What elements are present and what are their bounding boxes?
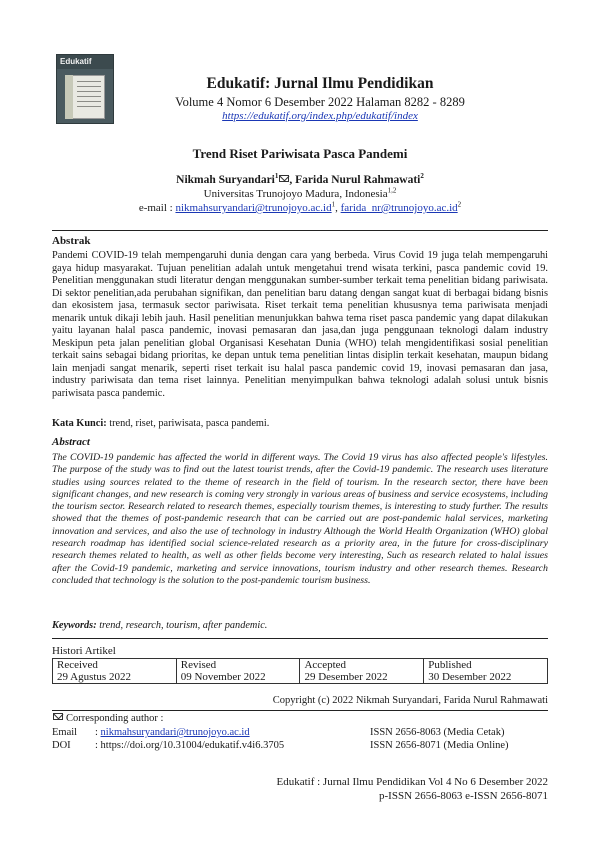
cover-label: Edukatif: [57, 55, 113, 69]
corresponding-author: [52, 713, 163, 724]
abstrak-text: Pandemi COVID-19 telah mempengaruhi dunia dengan cara yang berbeda. Virus Covid 19 juga telah mempengaruhi gaya hidup masyarakat. Tujuan penelitian adalah untuk mengetahui trend wisata terkini, pasca pandemic covid 19. Penelitian menggunakan studi literatur dengan menggunakan sumber-sumber terkait tema penelitian bidang pariwisata. Di sektor penelitian,ada perubahan signifikan, dan penelitian baru datang dengan sangat kuat di berbagai bidang bisnis dan ekosistem jasa, termasuk sector pariwisata. Riset terkait tema penelitian khususnya tema pariwisata menjadi menarik untuk dikaji lebih jauh. Hasil penelitian menunjukkan bahwa tema riset pasca pandemic yang dapat dilakukan yaitu layanan halal pasca pandemic, inovasi pemasaran dan jasa,dan juga penggunaan teknologi dalam industry Meskipun peta jalan penelitian global Organisasi Kesehatan Dunia (WHO) telah mengidentifikasi sosial penelitian terkait sains sebagai bidang prioritas, ke depan untuk tema penelitian lintas disiplin terkait kesehatan, maupun bidang lain menjadi sangat menarik, seperti riset terkait isu halal pasca pandemic covid 19, inovasi pemasaran dan jasa, industry pariwisata dan tema riset lainnya. Penelitian menyimpulkan bahwa teknologi adalah solusi untuk bisnis pariwisata pasca pandemic.: [52, 250, 548, 399]
issn-print: ISSN 2656-8063 (Media Cetak): [370, 727, 505, 738]
footer-issn: p-ISSN 2656-8063 e-ISSN 2656-8071: [379, 790, 548, 802]
issn-online: ISSN 2656-8071 (Media Online): [370, 740, 509, 751]
kata-kunci: [52, 418, 548, 429]
email-1-link[interactable]: nikmahsuryandari@trunojoyo.ac.id: [175, 202, 332, 214]
footer-journal: Edukatif : Jurnal Ilmu Pendidikan Vol 4 No 6 Desember 2022: [276, 776, 548, 788]
corresponding-email-link[interactable]: nikmahsuryandari@trunojoyo.ac.id: [100, 727, 250, 738]
history-date-published: 30 Desember 2022: [424, 671, 548, 684]
paper-title: Trend Riset Pariwisata Pasca Pandemi: [192, 146, 408, 161]
history-header-received: Received: [53, 659, 177, 672]
history-header-revised: Revised: [176, 659, 300, 672]
corresponding-email: [95, 727, 250, 738]
divider-history: [52, 638, 548, 639]
journal-cover-image: [56, 54, 114, 124]
affiliation-text: Universitas Trunojoyo Madura, Indonesia: [203, 188, 388, 200]
email-label: Email: [52, 727, 78, 738]
email-prefix: e-mail :: [138, 202, 176, 214]
keywords: [52, 620, 548, 631]
history-date-received: 29 Agustus 2022: [53, 671, 177, 684]
history-header-accepted: Accepted: [300, 659, 424, 672]
abstract-heading: Abstract: [52, 436, 90, 448]
author-list: [40, 174, 560, 186]
kata-kunci-values: trend, riset, pariwisata, pasca pandemi.: [106, 418, 270, 429]
cover-lines: [77, 81, 101, 111]
keywords-values: trend, research, tourism, after pandemic.: [96, 620, 268, 631]
history-table: [52, 658, 548, 684]
affiliation-sup: 1,2: [387, 186, 397, 195]
doi-value[interactable]: : https://doi.org/10.31004/edukatif.v4i6.3705: [95, 740, 285, 751]
envelope-icon: [279, 175, 289, 182]
email-colon: :: [95, 727, 101, 738]
cover-band: [65, 75, 73, 119]
abstract-text: The COVID-19 pandemic has affected the world in different ways. The Covid 19 virus has also affected people's lifestyles. The purpose of the study was to find out the latest tourist trends, after the Covid-19 pandemic. The research uses literature studies using sources related to the theme of research in the field of tourism. In the research sector, there have been significant changes, and new research is coming very strongly in various areas of business and service ecosystems, including the tourism sector. Research related to research themes, especially tourism themes, is interesting to study further. The results showed that the themes of post-pandemic research that can be carried out are post-pandemic halal services, marketing innovation and services, and also the use of technology in industry Although the World Health Organization (WHO) global research roadmap has identified social science-related research as a priority area, in the future for cross-disciplinary research themes related to health, as well as other fields become very interesting, Such as research related to halal issues after the Covid-19 pandemic, marketing and service innovations, tourism industry and other research themes. Research concluded that technology is the solution to the post-pandemic tourism business.: [52, 452, 548, 586]
author-2-sup: 2: [420, 172, 424, 181]
copyright: Copyright (c) 2022 Nikmah Suryandari, Farida Nurul Rahmawati: [272, 695, 548, 706]
history-header-row: [53, 659, 548, 672]
kata-kunci-label: Kata Kunci:: [52, 418, 107, 429]
abstrak-heading: Abstrak: [52, 235, 91, 247]
history-date-revised: 09 November 2022: [176, 671, 300, 684]
history-date-row: [53, 671, 548, 684]
email-1-sup: 1: [331, 200, 336, 209]
divider-copyright: [52, 710, 548, 711]
author-1-sup: 1: [274, 172, 279, 181]
journal-volume: Volume 4 Nomor 6 Desember 2022 Halaman 8282 - 8289: [175, 95, 465, 109]
journal-title: Edukatif: Jurnal Ilmu Pendidikan: [206, 75, 434, 92]
corresponding-label: Corresponding author :: [66, 713, 164, 724]
email-separator: ,: [335, 202, 341, 214]
email-2-sup: 2: [457, 200, 462, 209]
author-1: Nikmah Suryandari: [176, 174, 275, 186]
author-2: Farida Nurul Rahmawati: [295, 174, 421, 186]
journal-url-link[interactable]: https://edukatif.org/index.php/edukatif/index: [222, 110, 418, 122]
author-separator: ,: [289, 174, 296, 186]
email-2-link[interactable]: farida_nr@trunojoyo.ac.id: [340, 202, 458, 214]
affiliation: [40, 188, 560, 200]
divider-top: [52, 230, 548, 231]
history-label: Histori Artikel: [52, 645, 116, 657]
email-line: [40, 202, 560, 214]
keywords-label: Keywords:: [52, 620, 97, 631]
doi-label: DOI: [52, 740, 71, 751]
history-header-published: Published: [424, 659, 548, 672]
envelope-icon: [53, 713, 63, 720]
history-date-accepted: 29 Desember 2022: [300, 671, 424, 684]
